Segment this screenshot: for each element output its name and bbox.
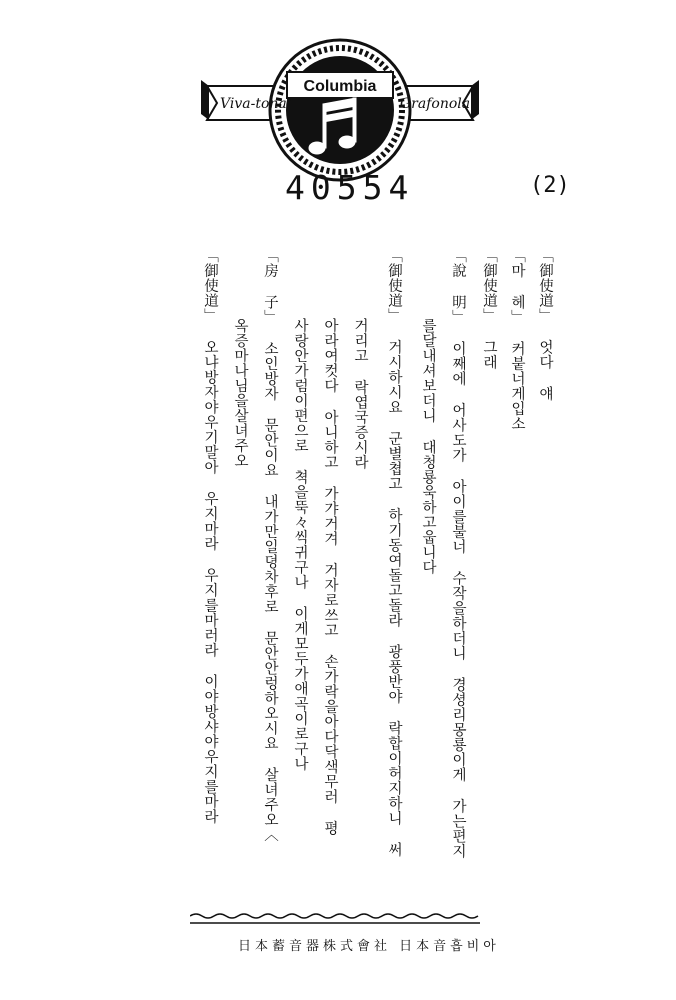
footer-divider	[190, 912, 480, 926]
catalog-number: 40554	[285, 168, 415, 207]
text-column-2: 「마 헤」 커붙너게입소	[509, 248, 525, 431]
page-number: (2)	[530, 173, 570, 198]
publisher-line: 日本蓄音器株式會社 日本音흡비아	[238, 939, 500, 954]
logo-center-text: Columbia	[303, 78, 377, 95]
text-column-10: 「房 子」 소인방자 문안이요 내가만일뎡차후로 문안안렁하오시요 살녀주오〈	[262, 248, 278, 842]
text-column-8: 아라여컷다 아니하고 가갸거겨 거자로쓰고 손가락을아다닥색무러 평	[322, 318, 338, 836]
text-column-6: 「御使道」 거시하시요 군별쳡고 하기동여돌고돌라 광풍반야 락합이허지하니 써	[386, 248, 402, 857]
logo-left-banner: Viva-tonal	[220, 96, 292, 112]
text-column-5: 를달내셔보더니 대청룡욱하고웁니다	[420, 318, 436, 575]
text-column-11: 옥증마나님을살녀주오	[232, 318, 248, 468]
text-column-3: 「御使道」 그래	[481, 248, 497, 370]
columbia-logo	[195, 38, 485, 188]
text-column-7: 거리고 락엽국증시라	[352, 318, 368, 470]
text-column-1: 「御使道」 엇다 얘	[537, 248, 553, 401]
text-column-9: 사랑안가럼이편으로 쳑을뚝々씩귀구나 이게모두가애곡이로구나	[292, 318, 308, 771]
logo-right-banner: Grafonola	[400, 96, 471, 112]
text-column-12: 「御使道」 오냐방자야우기말아 우지마라 우지를마러라 이야방샤야우지를마라	[202, 248, 218, 824]
text-column-4: 「說 明」 이째에 어사도가 아이를불너 수작을하더니 경셩리몽룡이게 가는편지	[450, 248, 466, 859]
